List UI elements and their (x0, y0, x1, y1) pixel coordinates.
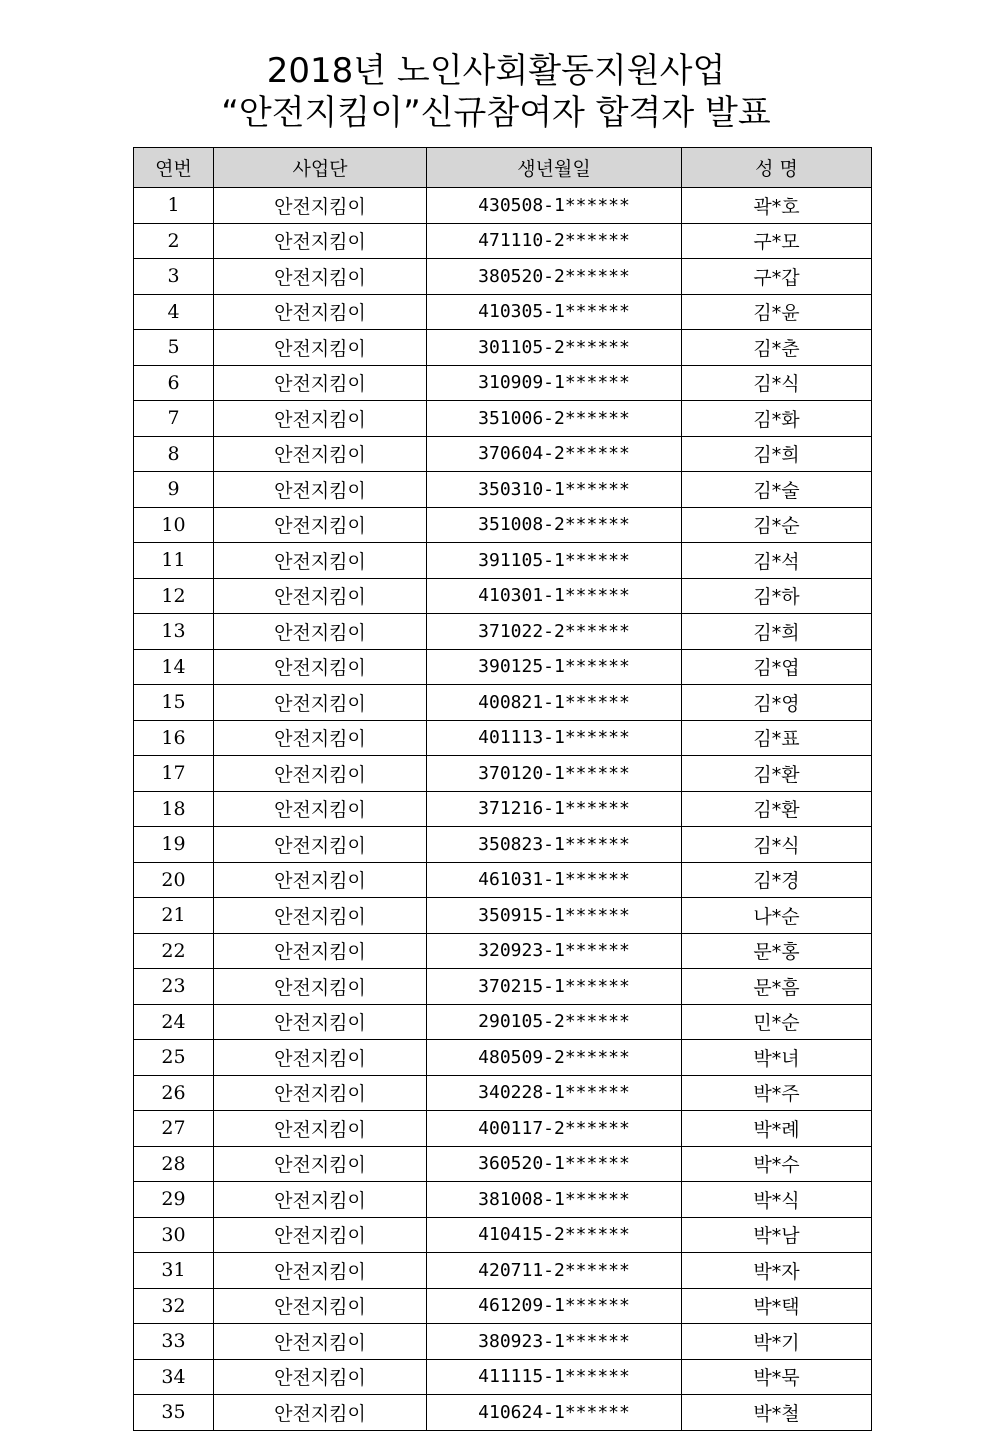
row-number: 1 (134, 188, 214, 224)
table-row (134, 649, 872, 685)
row-name: 박*녀 (682, 1040, 872, 1076)
table-row (134, 259, 872, 295)
row-number: 21 (134, 898, 214, 934)
document-title: 2018년 노인사회활동지원사업 (266, 51, 726, 91)
row-number: 22 (134, 933, 214, 969)
row-number: 30 (134, 1217, 214, 1253)
row-number: 9 (134, 472, 214, 508)
row-name: 김*석 (682, 543, 872, 579)
table-row (134, 507, 872, 543)
table-row (134, 365, 872, 401)
row-unit: 안전지킴이 (214, 188, 427, 224)
table-row (134, 1111, 872, 1147)
row-birthdate: 390125-1****** (427, 649, 682, 685)
row-name: 박*묵 (682, 1359, 872, 1395)
row-birthdate: 360520-1****** (427, 1146, 682, 1182)
header-unit: 사업단 (214, 148, 427, 188)
row-unit: 안전지킴이 (214, 1075, 427, 1111)
table-row (134, 1288, 872, 1324)
row-birthdate: 391105-1****** (427, 543, 682, 579)
row-birthdate: 351008-2****** (427, 507, 682, 543)
row-name: 김*식 (682, 827, 872, 863)
row-birthdate: 410305-1****** (427, 294, 682, 330)
row-birthdate: 410415-2****** (427, 1217, 682, 1253)
row-name: 김*환 (682, 756, 872, 792)
row-unit: 안전지킴이 (214, 1146, 427, 1182)
row-name: 민*순 (682, 1004, 872, 1040)
row-number: 3 (134, 259, 214, 295)
row-birthdate: 411115-1****** (427, 1359, 682, 1395)
table-row (134, 862, 872, 898)
row-unit: 안전지킴이 (214, 1040, 427, 1076)
row-birthdate: 350310-1****** (427, 472, 682, 508)
table-row (134, 720, 872, 756)
row-name: 김*희 (682, 614, 872, 650)
row-name: 박*식 (682, 1182, 872, 1218)
row-unit: 안전지킴이 (214, 1253, 427, 1289)
row-birthdate: 380923-1****** (427, 1324, 682, 1360)
row-unit: 안전지킴이 (214, 969, 427, 1005)
row-number: 19 (134, 827, 214, 863)
row-number: 20 (134, 862, 214, 898)
table-row (134, 685, 872, 721)
row-unit: 안전지킴이 (214, 933, 427, 969)
row-name: 박*례 (682, 1111, 872, 1147)
row-name: 김*하 (682, 578, 872, 614)
row-number: 2 (134, 223, 214, 259)
table-row (134, 827, 872, 863)
table-row (134, 436, 872, 472)
row-name: 문*홍 (682, 933, 872, 969)
row-birthdate: 301105-2****** (427, 330, 682, 366)
table-row (134, 294, 872, 330)
row-unit: 안전지킴이 (214, 330, 427, 366)
table-row (134, 1075, 872, 1111)
row-unit: 안전지킴이 (214, 756, 427, 792)
table-row (134, 223, 872, 259)
row-birthdate: 350823-1****** (427, 827, 682, 863)
table-row (134, 756, 872, 792)
row-unit: 안전지킴이 (214, 259, 427, 295)
row-unit: 안전지킴이 (214, 223, 427, 259)
row-number: 24 (134, 1004, 214, 1040)
table-row (134, 188, 872, 224)
row-number: 11 (134, 543, 214, 579)
row-unit: 안전지킴이 (214, 365, 427, 401)
row-birthdate: 461209-1****** (427, 1288, 682, 1324)
row-name: 박*남 (682, 1217, 872, 1253)
row-name: 박*기 (682, 1324, 872, 1360)
row-unit: 안전지킴이 (214, 1182, 427, 1218)
row-name: 김*엽 (682, 649, 872, 685)
row-name: 김*환 (682, 791, 872, 827)
row-number: 33 (134, 1324, 214, 1360)
row-name: 박*택 (682, 1288, 872, 1324)
row-birthdate: 371022-2****** (427, 614, 682, 650)
row-number: 16 (134, 720, 214, 756)
row-name: 김*식 (682, 365, 872, 401)
row-birthdate: 350915-1****** (427, 898, 682, 934)
row-birthdate: 420711-2****** (427, 1253, 682, 1289)
row-number: 6 (134, 365, 214, 401)
row-unit: 안전지킴이 (214, 614, 427, 650)
row-unit: 안전지킴이 (214, 1288, 427, 1324)
row-number: 4 (134, 294, 214, 330)
row-unit: 안전지킴이 (214, 578, 427, 614)
table-row (134, 578, 872, 614)
row-number: 25 (134, 1040, 214, 1076)
row-birthdate: 380520-2****** (427, 259, 682, 295)
row-name: 김*희 (682, 436, 872, 472)
row-birthdate: 401113-1****** (427, 720, 682, 756)
row-unit: 안전지킴이 (214, 1004, 427, 1040)
row-number: 23 (134, 969, 214, 1005)
row-name: 김*화 (682, 401, 872, 437)
row-birthdate: 430508-1****** (427, 188, 682, 224)
header-name: 성 명 (682, 148, 872, 188)
row-birthdate: 471110-2****** (427, 223, 682, 259)
table-row (134, 330, 872, 366)
row-name: 김*표 (682, 720, 872, 756)
row-unit: 안전지킴이 (214, 827, 427, 863)
row-unit: 안전지킴이 (214, 1359, 427, 1395)
row-unit: 안전지킴이 (214, 791, 427, 827)
row-number: 15 (134, 685, 214, 721)
row-number: 8 (134, 436, 214, 472)
row-unit: 안전지킴이 (214, 472, 427, 508)
row-unit: 안전지킴이 (214, 1395, 427, 1431)
row-name: 곽*호 (682, 188, 872, 224)
table-row (134, 1217, 872, 1253)
row-name: 김*순 (682, 507, 872, 543)
row-birthdate: 480509-2****** (427, 1040, 682, 1076)
row-name: 김*윤 (682, 294, 872, 330)
row-number: 10 (134, 507, 214, 543)
row-birthdate: 371216-1****** (427, 791, 682, 827)
row-name: 박*철 (682, 1395, 872, 1431)
table-row (134, 1324, 872, 1360)
row-birthdate: 370120-1****** (427, 756, 682, 792)
row-unit: 안전지킴이 (214, 294, 427, 330)
header-number: 연번 (134, 148, 214, 188)
table-row (134, 1040, 872, 1076)
row-unit: 안전지킴이 (214, 1324, 427, 1360)
row-birthdate: 410624-1****** (427, 1395, 682, 1431)
row-number: 5 (134, 330, 214, 366)
table-row (134, 898, 872, 934)
table-row (134, 614, 872, 650)
row-name: 김*술 (682, 472, 872, 508)
table-row (134, 1253, 872, 1289)
row-unit: 안전지킴이 (214, 898, 427, 934)
row-unit: 안전지킴이 (214, 401, 427, 437)
row-name: 박*자 (682, 1253, 872, 1289)
row-birthdate: 310909-1****** (427, 365, 682, 401)
row-name: 구*갑 (682, 259, 872, 295)
table-row (134, 401, 872, 437)
header-birthdate: 생년월일 (427, 148, 682, 188)
row-birthdate: 370604-2****** (427, 436, 682, 472)
table-row (134, 791, 872, 827)
row-name: 문*흠 (682, 969, 872, 1005)
row-birthdate: 381008-1****** (427, 1182, 682, 1218)
row-unit: 안전지킴이 (214, 862, 427, 898)
row-number: 17 (134, 756, 214, 792)
row-name: 나*순 (682, 898, 872, 934)
row-number: 12 (134, 578, 214, 614)
table-row (134, 969, 872, 1005)
applicants-table (133, 147, 872, 1431)
row-number: 34 (134, 1359, 214, 1395)
row-birthdate: 340228-1****** (427, 1075, 682, 1111)
row-birthdate: 351006-2****** (427, 401, 682, 437)
table-header-row (134, 148, 872, 188)
table-row (134, 933, 872, 969)
row-birthdate: 320923-1****** (427, 933, 682, 969)
row-birthdate: 410301-1****** (427, 578, 682, 614)
table-row (134, 1359, 872, 1395)
row-number: 32 (134, 1288, 214, 1324)
table-row (134, 543, 872, 579)
row-name: 김*영 (682, 685, 872, 721)
row-number: 26 (134, 1075, 214, 1111)
row-number: 31 (134, 1253, 214, 1289)
row-birthdate: 370215-1****** (427, 969, 682, 1005)
row-number: 35 (134, 1395, 214, 1431)
row-number: 27 (134, 1111, 214, 1147)
row-birthdate: 290105-2****** (427, 1004, 682, 1040)
row-unit: 안전지킴이 (214, 685, 427, 721)
row-unit: 안전지킴이 (214, 1217, 427, 1253)
row-name: 김*경 (682, 862, 872, 898)
row-birthdate: 400821-1****** (427, 685, 682, 721)
row-unit: 안전지킴이 (214, 1111, 427, 1147)
row-number: 28 (134, 1146, 214, 1182)
row-birthdate: 461031-1****** (427, 862, 682, 898)
row-name: 박*수 (682, 1146, 872, 1182)
row-birthdate: 400117-2****** (427, 1111, 682, 1147)
row-name: 구*모 (682, 223, 872, 259)
table-row (134, 1182, 872, 1218)
table-row (134, 1004, 872, 1040)
row-name: 김*춘 (682, 330, 872, 366)
row-number: 7 (134, 401, 214, 437)
table-row (134, 1395, 872, 1431)
row-unit: 안전지킴이 (214, 720, 427, 756)
row-number: 18 (134, 791, 214, 827)
row-unit: 안전지킴이 (214, 543, 427, 579)
table-row (134, 472, 872, 508)
row-number: 14 (134, 649, 214, 685)
row-number: 29 (134, 1182, 214, 1218)
table-row (134, 1146, 872, 1182)
row-number: 13 (134, 614, 214, 650)
row-unit: 안전지킴이 (214, 649, 427, 685)
row-unit: 안전지킴이 (214, 507, 427, 543)
row-unit: 안전지킴이 (214, 436, 427, 472)
document-subtitle: “안전지킴이”신규참여자 합격자 발표 (221, 93, 771, 133)
row-name: 박*주 (682, 1075, 872, 1111)
